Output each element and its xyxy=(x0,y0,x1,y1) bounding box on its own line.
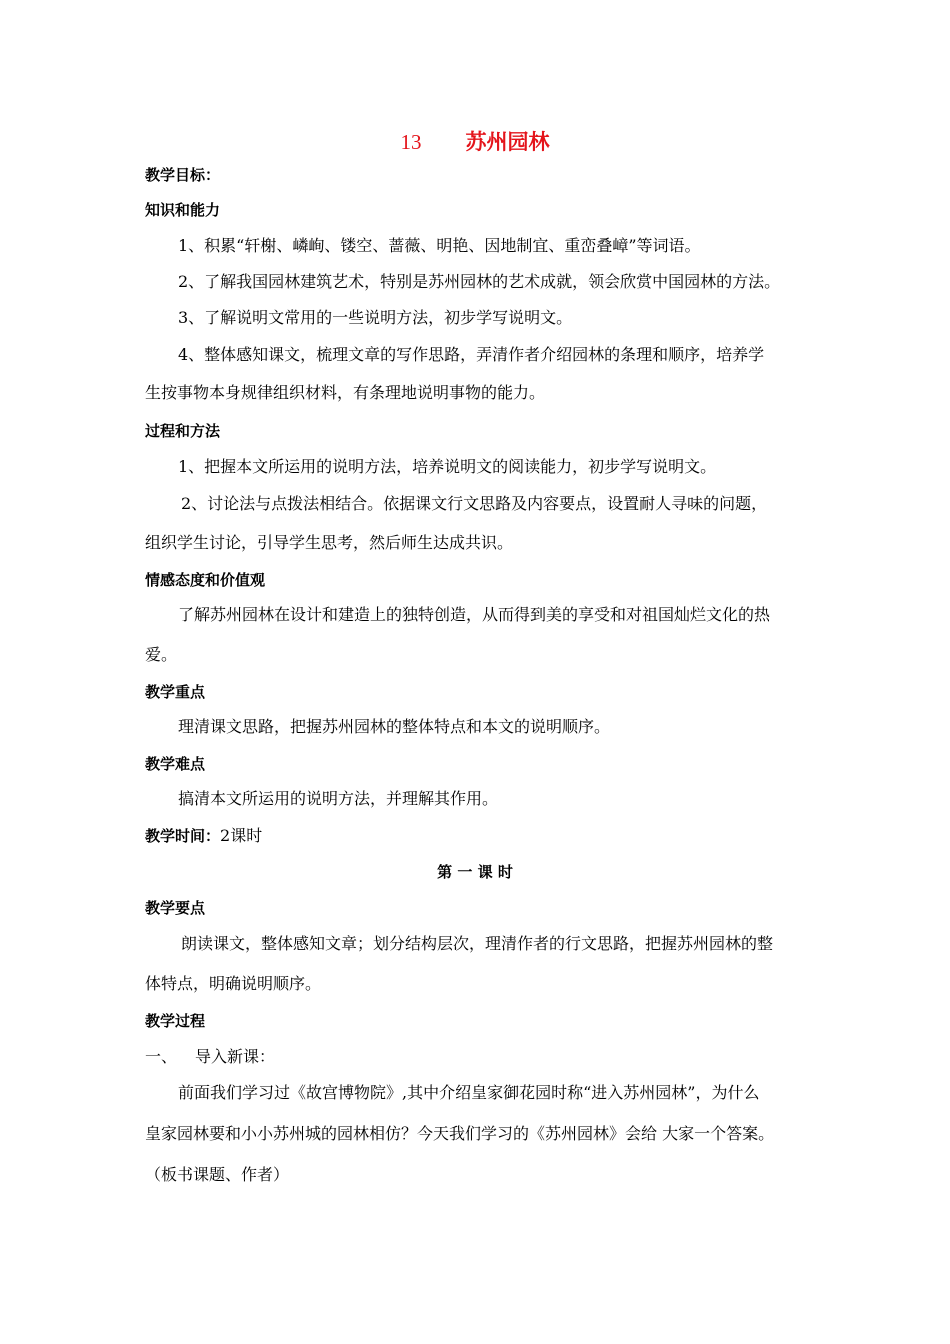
heading-process: 过程和方法 xyxy=(145,422,221,440)
step-1-label: 导入新课： xyxy=(195,1047,276,1066)
heading-key: 教学重点 xyxy=(145,683,206,701)
step-1-number: 一、 xyxy=(145,1047,178,1066)
heading-difficulty: 教学难点 xyxy=(145,755,206,773)
title-text: 苏州园林 xyxy=(465,130,550,154)
lesson-heading: 第 一 课 时 xyxy=(437,863,513,881)
points-line2: 体特点，明确说明顺序。 xyxy=(145,974,322,993)
points-line1: 朗读课文，整体感知文章；划分结构层次，理清作者的行文思路，把握苏州园林的整 xyxy=(181,934,774,953)
knowledge-item-4-line2: 生按事物本身规律组织材料，有条理地说明事物的能力。 xyxy=(145,383,546,402)
page-title xyxy=(0,126,950,156)
teaching-time-label: 教学时间： xyxy=(145,827,221,845)
process-item-2-line1: 2、讨论法与点拨法相结合。依据课文行文思路及内容要点，设置耐人寻味的问题， xyxy=(181,494,768,513)
step-1 xyxy=(145,1047,275,1067)
knowledge-item-3: 3、了解说明文常用的一些说明方法，初步学写说明文。 xyxy=(178,308,573,327)
knowledge-item-4-line1: 4、整体感知课文，梳理文章的写作思路，弄清作者介绍园林的条理和顺序，培养学 xyxy=(178,345,765,364)
emotion-line2: 爱。 xyxy=(145,645,178,664)
teaching-time-value: 2课时 xyxy=(220,826,263,845)
intro-line1: 前面我们学习过《故宫博物院》,其中介绍皇家御花园时称“进入苏州园林”，为什么 xyxy=(178,1083,760,1102)
heading-steps: 教学过程 xyxy=(145,1012,206,1030)
intro-line3: （板书课题、作者） xyxy=(145,1165,290,1184)
intro-line2: 皇家园林要和小小苏州城的园林相仿？今天我们学习的《苏州园林》会给 大家一个答案。 xyxy=(145,1124,775,1143)
emotion-line1: 了解苏州园林在设计和建造上的独特创造，从而得到美的享受和对祖国灿烂文化的热 xyxy=(178,605,771,624)
key-point: 理清课文思路，把握苏州园林的整体特点和本文的说明顺序。 xyxy=(178,717,611,736)
knowledge-item-2: 2、了解我国园林建筑艺术，特别是苏州园林的艺术成就，领会欣赏中国园林的方法。 xyxy=(178,272,781,291)
teaching-time xyxy=(145,826,262,846)
heading-knowledge: 知识和能力 xyxy=(145,201,221,219)
process-item-1: 1、把握本文所运用的说明方法，培养说明文的阅读能力，初步学写说明文。 xyxy=(178,457,717,476)
difficulty-point: 搞清本文所运用的说明方法，并理解其作用。 xyxy=(178,789,499,808)
heading-points: 教学要点 xyxy=(145,899,206,917)
title-number: 13 xyxy=(400,130,422,154)
process-item-2-line2: 组织学生讨论，引导学生思考，然后师生达成共识。 xyxy=(145,533,514,552)
knowledge-item-1: 1、积累“轩榭、嶙峋、镂空、蔷薇、明艳、因地制宜、重峦叠嶂”等词语。 xyxy=(178,236,701,255)
heading-emotion: 情感态度和价值观 xyxy=(145,571,266,589)
heading-goals: 教学目标： xyxy=(145,166,221,184)
